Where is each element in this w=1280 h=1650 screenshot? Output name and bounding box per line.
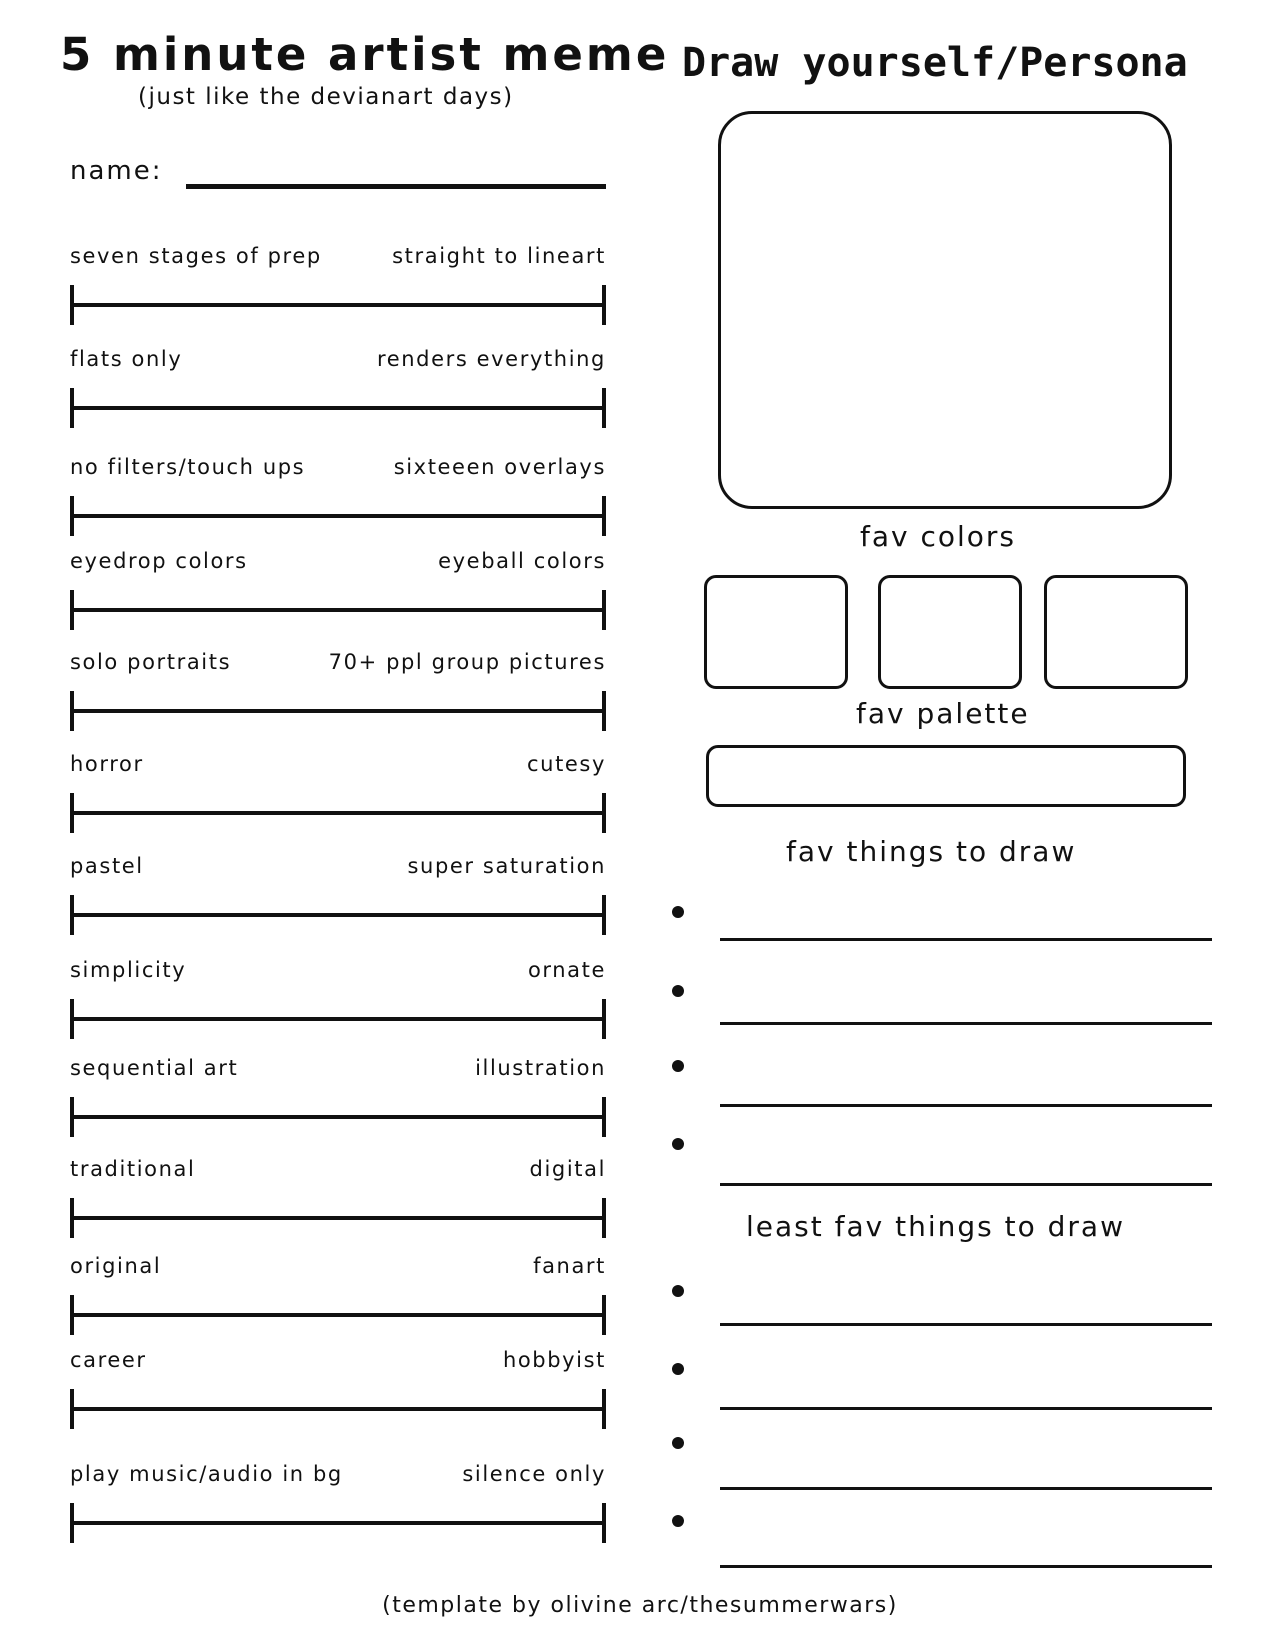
fav-thing-item[interactable] (672, 1060, 1212, 1090)
scale-row (70, 752, 606, 842)
scale-right-label: renders everything (376, 347, 606, 371)
draw-yourself-title: Draw yourself/Persona (682, 40, 1188, 86)
scale-bar[interactable] (70, 496, 606, 536)
scale-left-label: traditional (70, 1157, 196, 1181)
scale-right-label: eyeball colors (438, 549, 606, 573)
scale-left-label: sequential art (70, 1056, 239, 1080)
fav-colors-heading: fav colors (860, 520, 1017, 553)
fav-palette-box[interactable] (706, 745, 1186, 807)
scale-row (70, 455, 606, 545)
scale-right-label: straight to lineart (392, 244, 606, 268)
bullet-icon (672, 1515, 684, 1527)
scale-left-label: seven stages of prep (70, 244, 322, 268)
scale-right-label: super saturation (407, 854, 606, 878)
scale-row (70, 347, 606, 437)
scale-bar[interactable] (70, 999, 606, 1039)
scale-bar[interactable] (70, 1198, 606, 1238)
fav-color-swatch-3[interactable] (1044, 575, 1188, 689)
scale-row (70, 1056, 606, 1146)
scale-row (70, 854, 606, 944)
scale-left-label: horror (70, 752, 144, 776)
scale-left-label: play music/audio in bg (70, 1462, 343, 1486)
scale-row (70, 549, 606, 639)
scale-row (70, 244, 606, 334)
scale-bar[interactable] (70, 691, 606, 731)
fav-thing-item[interactable] (672, 906, 1212, 936)
least-fav-thing-item[interactable] (672, 1363, 1212, 1393)
scale-right-label: sixteeen overlays (393, 455, 606, 479)
scale-bar[interactable] (70, 590, 606, 630)
bullet-icon (672, 1138, 684, 1150)
fav-thing-item[interactable] (672, 985, 1212, 1015)
bullet-icon (672, 1285, 684, 1297)
scale-left-label: flats only (70, 347, 183, 371)
scale-right-label: hobbyist (502, 1348, 606, 1372)
scale-row (70, 958, 606, 1048)
scale-left-label: original (70, 1254, 162, 1278)
scale-row (70, 1157, 606, 1247)
scale-bar[interactable] (70, 793, 606, 833)
scale-bar[interactable] (70, 285, 606, 325)
scale-left-label: pastel (70, 854, 144, 878)
scale-left-label: eyedrop colors (70, 549, 248, 573)
scale-right-label: ornate (527, 958, 606, 982)
portrait-drawing-box[interactable] (718, 111, 1172, 509)
scale-row (70, 650, 606, 740)
least-fav-thing-item[interactable] (672, 1285, 1212, 1315)
scale-bar[interactable] (70, 388, 606, 428)
page-title: 5 minute artist meme (60, 28, 670, 81)
least-fav-thing-item[interactable] (672, 1515, 1212, 1545)
bullet-icon (672, 985, 684, 997)
scale-right-label: silence only (462, 1462, 606, 1486)
scale-bar[interactable] (70, 895, 606, 935)
scale-right-label: cutesy (527, 752, 606, 776)
scale-bar[interactable] (70, 1295, 606, 1335)
scale-right-label: illustration (475, 1056, 606, 1080)
scale-left-label: solo portraits (70, 650, 232, 674)
scale-left-label: no filters/touch ups (70, 455, 306, 479)
bullet-icon (672, 906, 684, 918)
bullet-icon (672, 1060, 684, 1072)
fav-palette-heading: fav palette (856, 697, 1030, 730)
scale-left-label: simplicity (70, 958, 187, 982)
fav-color-swatch-2[interactable] (878, 575, 1022, 689)
scale-row (70, 1462, 606, 1552)
scale-bar[interactable] (70, 1097, 606, 1137)
scale-bar[interactable] (70, 1389, 606, 1429)
fav-things-heading: fav things to draw (786, 835, 1077, 868)
scale-right-label: digital (529, 1157, 606, 1181)
least-fav-thing-item[interactable] (672, 1437, 1212, 1467)
scale-left-label: career (70, 1348, 147, 1372)
page-subtitle: (just like the devianart days) (138, 84, 514, 110)
scale-bar[interactable] (70, 1503, 606, 1543)
template-credit: (template by olivine arc/thesummerwars) (382, 1593, 898, 1618)
scale-right-label: fanart (533, 1254, 606, 1278)
bullet-icon (672, 1363, 684, 1375)
fav-thing-item[interactable] (672, 1138, 1212, 1168)
least-fav-things-heading: least fav things to draw (746, 1210, 1125, 1243)
scale-row (70, 1348, 606, 1438)
scale-right-label: 70+ ppl group pictures (328, 650, 606, 674)
scale-row (70, 1254, 606, 1344)
name-field[interactable] (186, 184, 606, 189)
name-label: name: (70, 156, 163, 186)
fav-color-swatch-1[interactable] (704, 575, 848, 689)
bullet-icon (672, 1437, 684, 1449)
